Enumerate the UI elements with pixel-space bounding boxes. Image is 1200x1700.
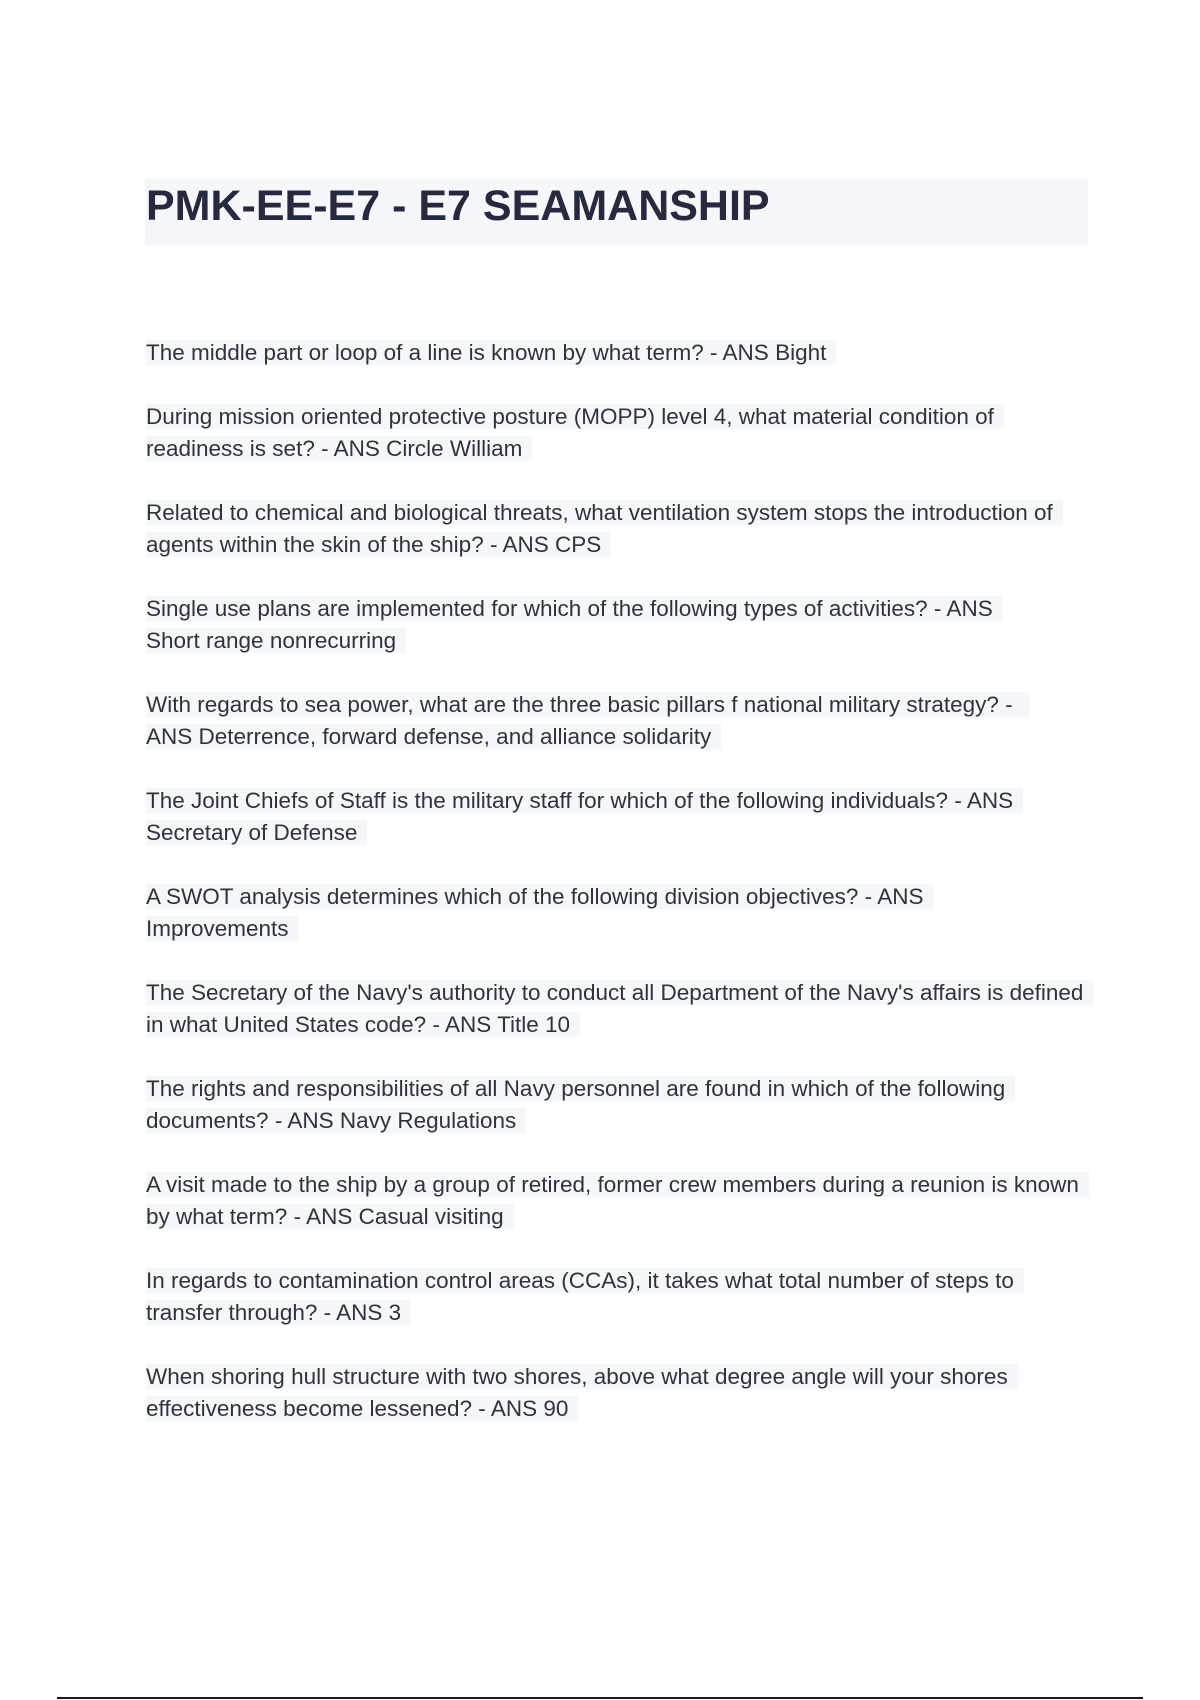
question-text: When shoring hull structure with two shores, above what degree angle will your shores effectiveness become lessened?: [146, 1363, 1008, 1421]
separator: -: [998, 691, 1019, 717]
separator: -: [426, 1012, 445, 1037]
answer-text: Short range nonrecurring: [146, 628, 397, 653]
answer-text: Casual visiting: [358, 1204, 504, 1229]
document-title: PMK-EE-E7 - E7 SEAMANSHIP: [146, 182, 770, 230]
answer-text: CPS: [555, 532, 602, 557]
answer-text: Secretary of Defense: [146, 820, 358, 845]
answer-label: ANS: [722, 340, 769, 365]
answer-label: ANS: [490, 1396, 538, 1421]
answer-label: ANS: [287, 1108, 334, 1133]
separator: -: [703, 340, 723, 365]
qa-list: [146, 337, 1091, 1457]
separator: -: [314, 436, 334, 461]
question-text: Single use plans are implemented for which of the following types of activities?: [146, 595, 928, 621]
qa-item: [146, 977, 1091, 1042]
separator: -: [287, 1204, 307, 1229]
qa-item: [146, 785, 1091, 850]
question-text: The Secretary of the Navy's authority to conduct all Department of the Navy's affairs is defined in what United States code?: [146, 979, 1084, 1037]
qa-item: [146, 1169, 1091, 1234]
answer-text: Title 10: [497, 1012, 571, 1037]
answer-label: ANS: [306, 1204, 353, 1229]
qa-item: [146, 497, 1091, 562]
qa-item: [146, 1265, 1091, 1330]
qa-item: [146, 337, 1091, 370]
qa-item: [146, 401, 1091, 466]
footer-rule: [57, 1697, 1143, 1699]
question-text: In regards to contamination control areas (CCAs), it takes what total number of steps to transfer through?: [146, 1267, 1014, 1325]
answer-label: ANS: [333, 436, 380, 461]
answer-text: 90: [543, 1396, 569, 1421]
answer-text: Bight: [775, 340, 827, 365]
answer-text: Improvements: [146, 916, 289, 941]
separator: -: [317, 1300, 337, 1325]
separator: -: [268, 1108, 288, 1133]
qa-item: [146, 881, 1091, 946]
question-text: Related to chemical and biological threats, what ventilation system stops the introduction of agents within the skin of the ship?: [146, 499, 1053, 557]
separator: -: [858, 883, 878, 909]
separator: -: [927, 595, 947, 621]
separator: -: [948, 787, 967, 813]
question-text: The middle part or loop of a line is known by what term?: [146, 340, 704, 365]
answer-label: ANS: [336, 1300, 383, 1325]
question-text: The Joint Chiefs of Staff is the military staff for which of the following individuals?: [146, 787, 949, 813]
qa-item: [146, 1361, 1091, 1426]
question-text: A SWOT analysis determines which of the following division objectives?: [146, 883, 859, 909]
answer-label: ANS: [146, 724, 193, 749]
qa-item: [146, 593, 1091, 658]
answer-text: Navy Regulations: [339, 1108, 517, 1133]
answer-label: ANS: [946, 595, 993, 621]
answer-label: ANS: [444, 1012, 492, 1037]
question-text: The rights and responsibilities of all Navy personnel are found in which of the following documents?: [146, 1075, 1006, 1133]
qa-item: [146, 689, 1091, 754]
answer-label: ANS: [966, 787, 1014, 813]
answer-text: Deterrence, forward defense, and alliance solidarity: [198, 724, 712, 749]
answer-label: ANS: [877, 883, 924, 909]
answer-label: ANS: [502, 532, 549, 557]
separator: -: [483, 532, 503, 557]
answer-text: Circle William: [386, 436, 523, 461]
qa-item: [146, 1073, 1091, 1138]
question-text: A visit made to the ship by a group of retired, former crew members during a reunion is known by what term?: [146, 1171, 1079, 1229]
question-text: During mission oriented protective posture (MOPP) level 4, what material condition of readiness is set?: [146, 403, 994, 461]
separator: -: [472, 1396, 491, 1421]
question-text: With regards to sea power, what are the three basic pillars f national military strategy?: [146, 691, 999, 717]
answer-text: 3: [388, 1300, 402, 1325]
